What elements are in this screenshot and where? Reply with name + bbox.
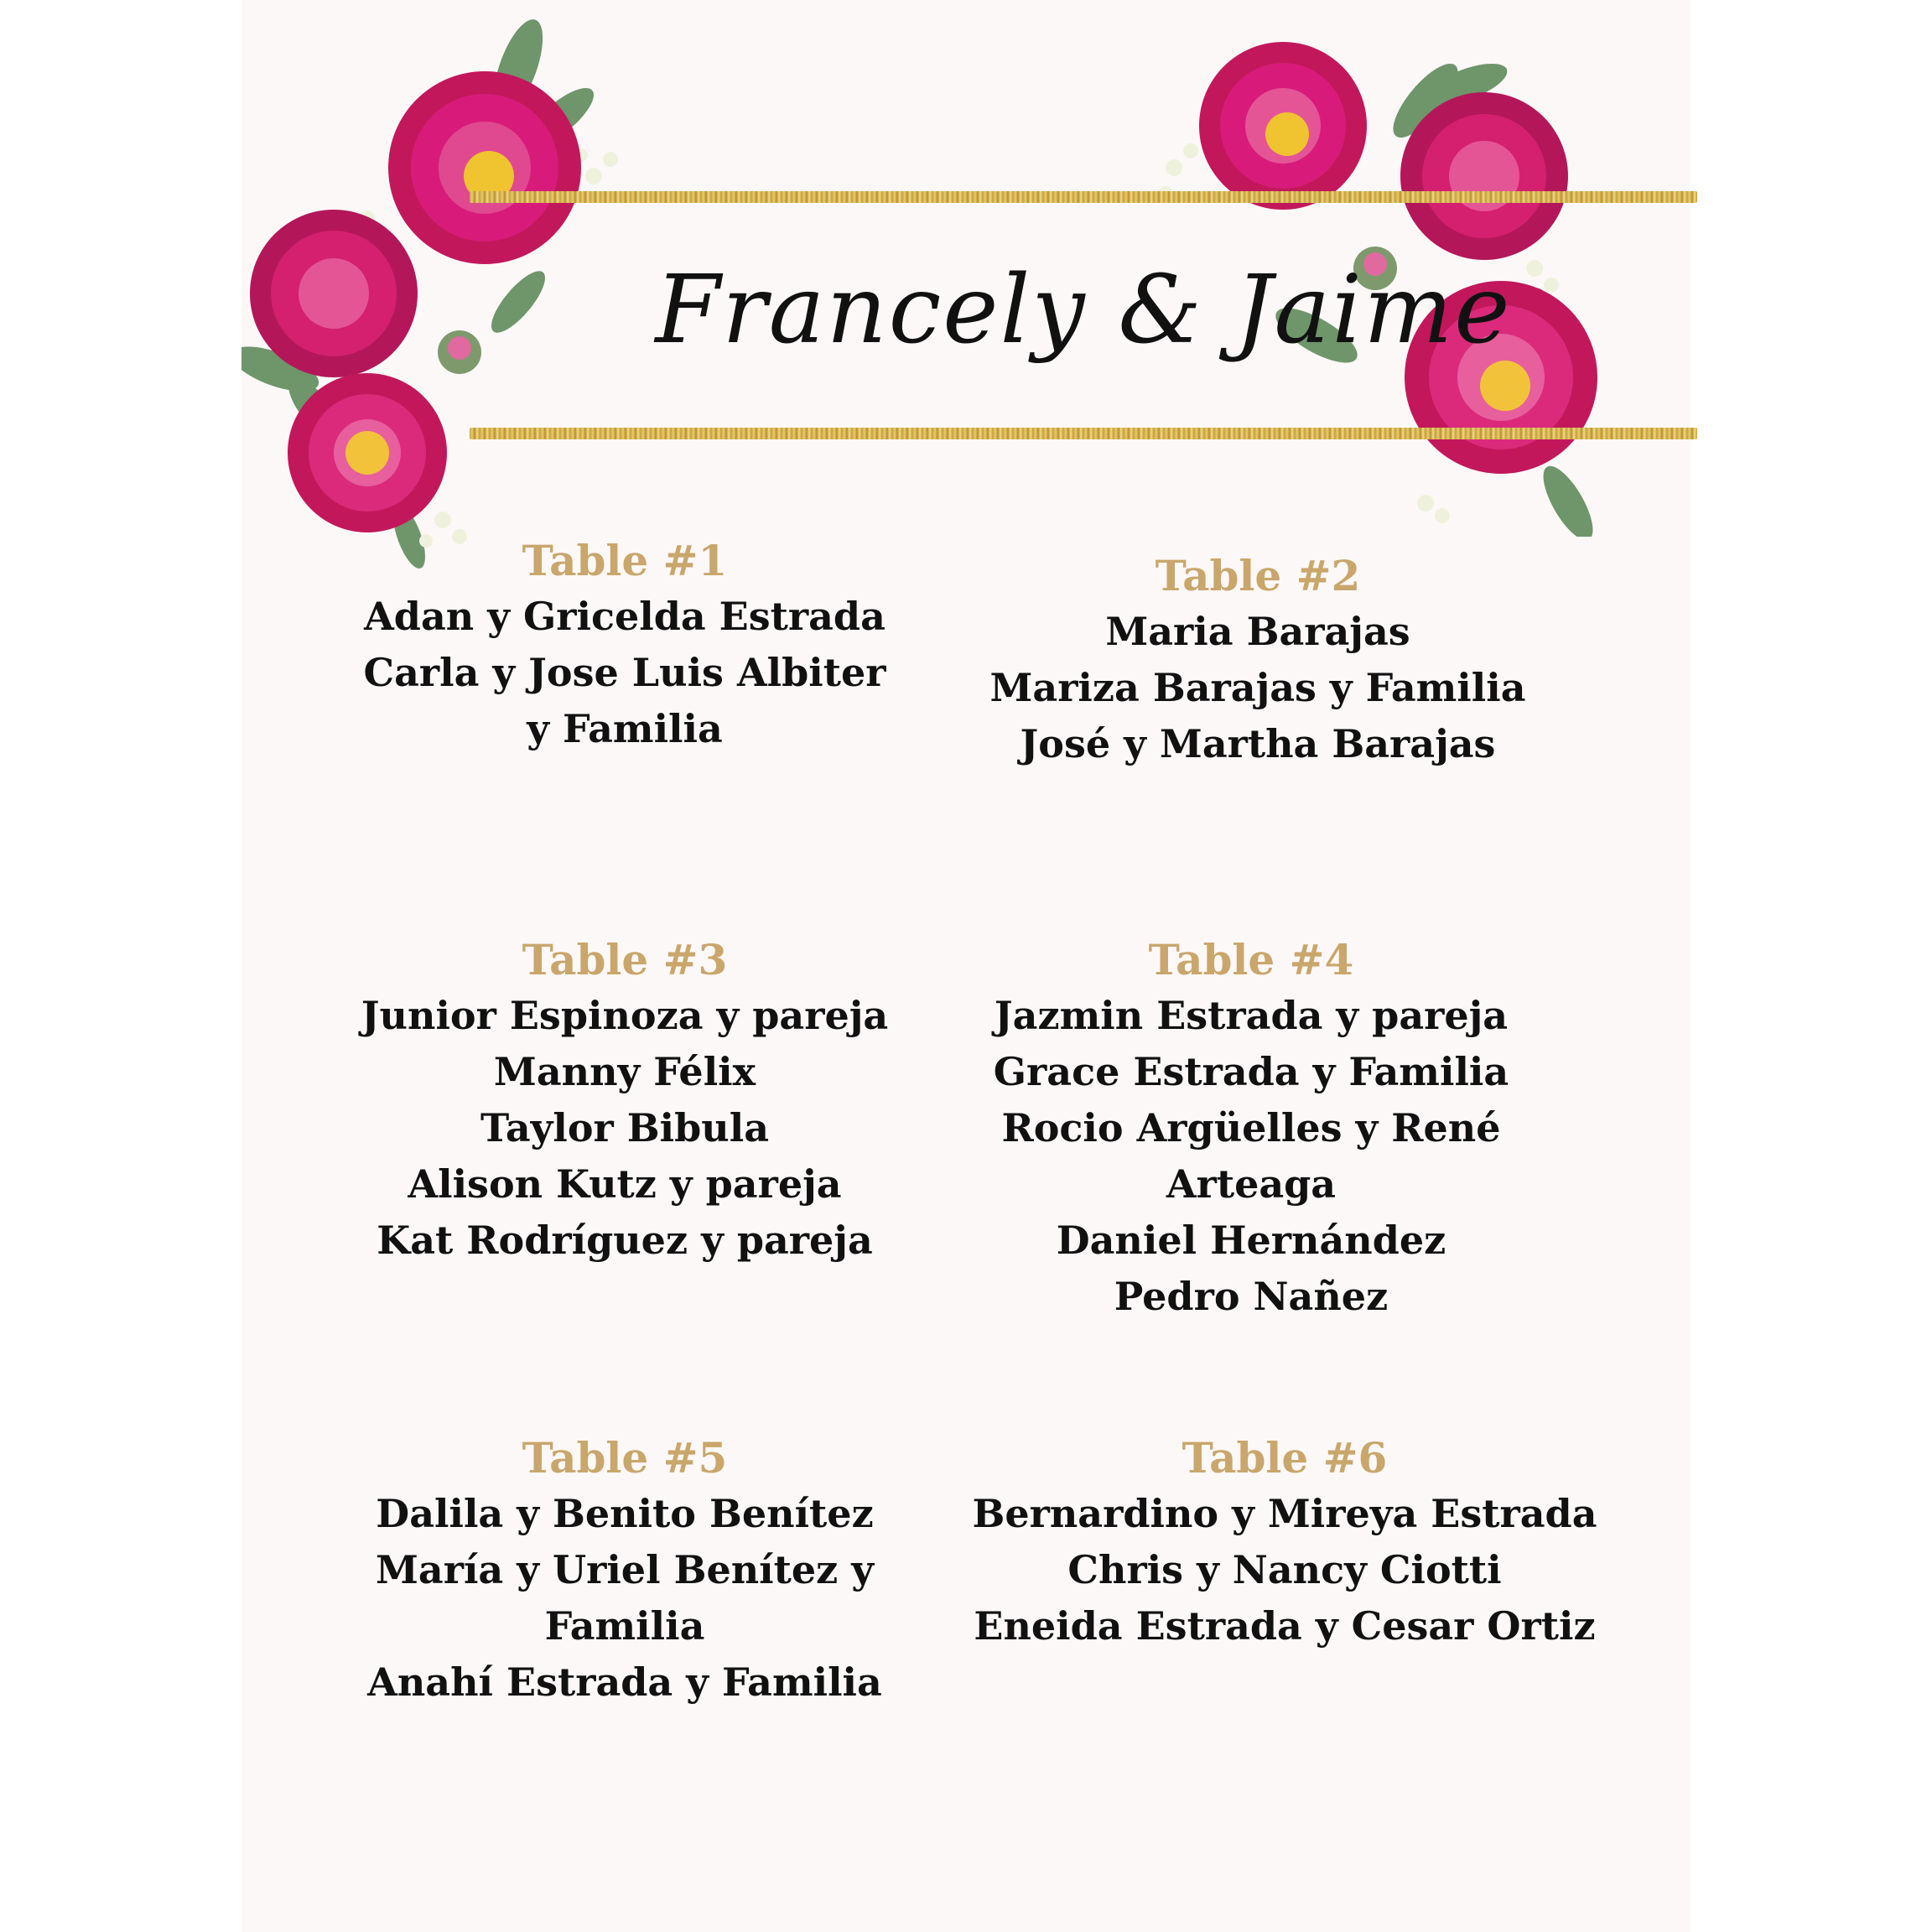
guest-name: Mariza Barajas y Familia <box>989 665 1526 710</box>
guest-name: Manny Félix <box>493 1049 756 1094</box>
guest-name: José y Martha Barajas <box>1020 721 1496 766</box>
gold-glitter-bar-bottom <box>470 428 1697 439</box>
guest-name: Bernardino y Mireya Estrada <box>972 1491 1597 1536</box>
guest-name: Grace Estrada y Familia <box>993 1049 1509 1094</box>
guest-name: Jazmin Estrada y pareja <box>994 993 1509 1038</box>
guest-name: y Familia <box>527 706 723 751</box>
guest-name: Taylor Bibula <box>480 1105 769 1150</box>
table-title: Table #5 <box>522 1433 728 1483</box>
table-block <box>306 1431 943 1711</box>
table-title: Table #2 <box>1155 551 1361 600</box>
guest-name: Eneida Estrada y Cesar Ortiz <box>974 1603 1596 1649</box>
table-block <box>306 932 943 1269</box>
guest-name: Adan y Gricelda Estrada <box>364 594 886 639</box>
guest-name: Chris y Nancy Ciotti <box>1067 1547 1502 1592</box>
couple-names-title: Francely & Jaime <box>655 256 1512 365</box>
guest-name: Kat Rodríguez y pareja <box>377 1218 873 1263</box>
table-title: Table #1 <box>522 536 728 585</box>
guest-name: Alison Kutz y pareja <box>408 1161 842 1207</box>
guest-name: Dalila y Benito Benítez <box>376 1491 874 1536</box>
guest-name: Daniel Hernández <box>1056 1218 1446 1263</box>
guest-name: Maria Barajas <box>1105 609 1410 654</box>
table-title: Table #6 <box>1182 1433 1388 1483</box>
guest-name: Rocio Argüelles y René Arteaga <box>1001 1105 1501 1207</box>
guest-name: María y Uriel Benítez y Familia <box>375 1547 875 1649</box>
table-block <box>306 533 943 757</box>
table-block <box>966 1431 1603 1654</box>
guest-name: Anahí Estrada y Familia <box>367 1659 882 1705</box>
table-title: Table #3 <box>522 935 728 984</box>
table-block <box>932 932 1570 1325</box>
table-title: Table #4 <box>1148 935 1354 984</box>
guest-name: Junior Espinoza y pareja <box>361 993 889 1038</box>
guest-name: Pedro Nañez <box>1114 1274 1389 1319</box>
table-block <box>939 548 1576 772</box>
gold-glitter-bar-top <box>470 191 1697 203</box>
guest-name: Carla y Jose Luis Albiter <box>363 650 886 695</box>
